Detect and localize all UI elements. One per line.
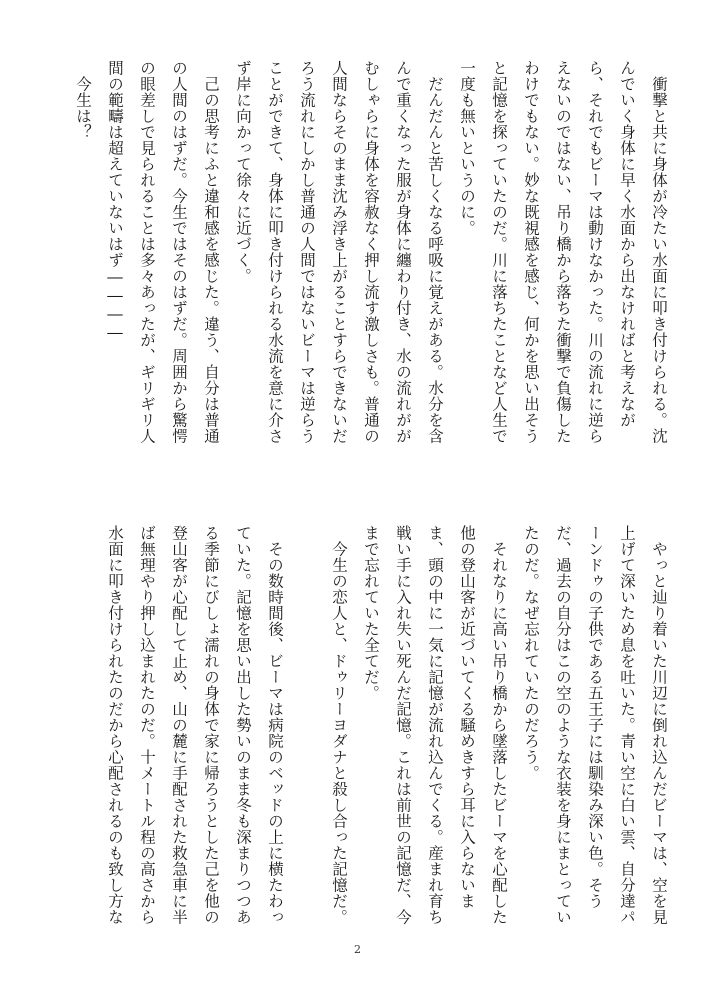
paragraph: 今生は？: [74, 75, 92, 140]
paragraph: その数時間後、ビーマは病院のベッドの上に横たわっていた。記憶を思い出した勢いのまま冬も深まりつつある季節にびしょ濡れの身体で家に帰ろうとした己を他の登山客が心配して止め、山の麓に手配された救急車に半ば無理やり押し込まれたのだ。十メートル程の高さから水面に叩き付けられたのだから心配されるのも致し方な: [106, 525, 284, 925]
page-number: 2: [354, 943, 361, 956]
text-block-top: [67, 60, 675, 455]
paragraph: 衝撃と共に身体が冷たい水面に叩き付けられる。沈んでいく身体に早く水面から出なければと考えながら、それでもビーマは動けなかった。川の流れに逆らえないのではない、吊り橋から落ちた衝撃で負傷したわけでもない。妙な既視感を感じ、何かを思い出そうと記憶を探っていたのだ。川に落ちたことなど人生で一度も無いというのに。: [458, 60, 668, 444]
paragraph: それなりに高い吊り橋から墜落したビーマを心配した他の登山客が近づいてくる騒めきすら耳に入らないまま、頭の中に一気に記憶が流れ込んでくる。産まれ育ち戦い手に入れ失い死んだ記憶。これは前世の記憶だ、今まで忘れていた全てだ。: [362, 525, 508, 925]
paragraph: だんだんと苦しくなる呼吸に覚えがある。水分を含んで重くなった服が身体に纏わり付き、水の流れががむしゃらに身体を容赦なく押し流す激しさも。普通の人間ならそのまま沈み浮き上がることすらできないだろう流れにしかし普通の人間ではないビーマは逆らうことができて、身体に叩き付けられる水流を意に介さず岸に向かって徐々に近づく。: [234, 60, 444, 444]
paragraph: やっと辿り着いた川辺に倒れ込んだビーマは、空を見上げて深いため息を吐いた。青い空に白い雲、自分達パーンドゥの子供である五王子には馴染み深い色。そうだ、過去の自分はこの空のような衣装を身にまとっていたのだ。なぜ忘れていたのだろう。: [522, 525, 668, 925]
paragraph: 己の思考にふと違和感を感じた。違う、自分は普通の人間のはずだ。今生ではそのはずだ。周囲から驚愕の眼差しで見られることは多々あったが、ギリギリ人間の範疇は超えていないはず――――: [106, 60, 220, 444]
paragraph: 今生の恋人と、ドゥリーヨダナと殺し合った記憶だ。: [330, 540, 348, 925]
blank-line: [291, 525, 323, 925]
text-block-bottom: [99, 525, 675, 925]
